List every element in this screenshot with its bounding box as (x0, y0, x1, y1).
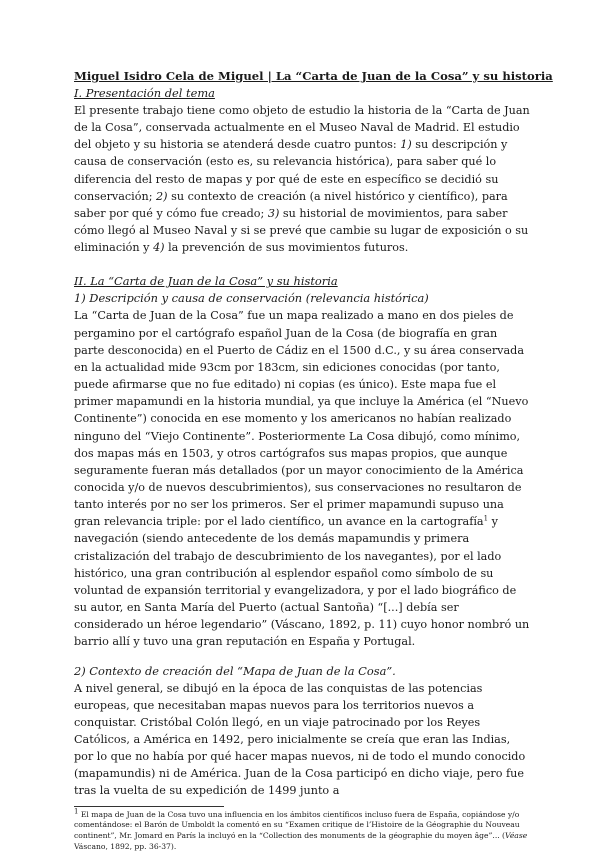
section-heading-presentacion: I. Presentación del tema (74, 86, 215, 100)
footnote: $^1$ El mapa de Juan de la Cosa tuvo una influencia en los ámbitos científicos incluso fuera de España, copiándose y/o comentándose: el Barón de Umboldt la comentó en su “Examen critique de l’Histoire de la Géographie du Nouveau continent”, Mr. Jomard en París la incluyó en la “Collection des monuments de la géographie du moyen âge”... (Véase Váscano, 1892, pp. 36-37). (74, 807, 528, 852)
document-title: Miguel Isidro Cela de Miguel | La “Carta de Juan de la Cosa” y su historia (74, 69, 553, 83)
paragraph-presentacion: El presente trabajo tiene como objeto de estudio la historia de la “Carta de Juan de la Cosa”, conservada actualmente en el Museo Naval de Madrid. El estudio del objeto y su historia se atenderá desde cuatro puntos: 1) su descripción y causa de conservación (esto es, su relevancia histórica), para saber qué lo diferencia del resto de mapas y por qué de este en específico se decidió su conservación; 2) su contexto de creación (a nivel histórico y científico), para saber por qué y cómo fue creado; 3) su historial de movimientos, para saber cómo llegó al Museo Naval y si se prevé que cambie su lugar de exposición o su eliminación y 4) la prevención de sus movimientos futuros. (74, 104, 530, 255)
footnote-divider (74, 806, 224, 807)
subheading-descripcion: 1) Descripción y causa de conservación (relevancia histórica) (74, 291, 429, 306)
section-heading-carta: II. La “Carta de Juan de la Cosa” y su historia (74, 274, 338, 289)
footnote-ref: 1 (483, 514, 489, 523)
document-page (74, 68, 553, 853)
subheading-contexto: 2) Contexto de creación del “Mapa de Juan de la Cosa”. (74, 663, 396, 678)
paragraph-contexto: A nivel general, se dibujó en la época de las conquistas de las potencias europeas, que necesitaban mapas nuevos para los territorios nuevos a conquistar. Cristóbal Colón llegó, en un viaje patrocinado por los Reyes Católicos, a América en 1492, pero inicialmente se creía que eran las Indias, por lo que no había por qué hacer mapas nuevos, ni de todo el mundo conocido (mapamundis) ni de América. Juan de la Cosa participó en dicho viaje, pero fue tras la vuelta de su expedición de 1499 junto a (74, 681, 526, 798)
paragraph-descripcion: La “Carta de Juan de la Cosa” fue un mapa realizado a mano en dos pieles de pergamino por el cartógrafo español Juan de la Cosa (de biografía en gran parte desconocida) en el Puerto de Cádiz en el 1500 d.C., y su área conservada en la actualidad mide 93cm por 183cm, sin ediciones conocidas (por tanto, puede afirmarse que no fue editado) ni copias (es único). Este mapa fue el primer mapamundi en la historia mundial, ya que incluye la América (el “Nuevo Continente”) conocida en ese momento y los americanos no habían realizado ninguno del “Viejo Continente”. Posteriormente La Cosa dibujó, como mínimo, dos mapas más en 1503, y otros cartógrafos sus mapas propios, que aunque seguramente fueran más detallados (por un mayor conocimiento de la América conocida y/o de nuevos descubrimientos), sus conservaciones no resultaron de tanto interés por no ser los primeros. Ser el primer mapamundi supuso una gran relevancia triple: por el lado científico, un avance en la cartografía$^1$ y navegación (siendo antecedente de los demás mapamundis y primera cristalización del trabajo de descubrimiento de los navegantes), por el lado histórico, una gran contribución al esplendor español como símbolo de su voluntad de expansión territorial y evangelizadora, y por el lado biográfico de su autor, en Santa María del Puerto (actual Santoña) “[...] debía ser considerado un héroe legendario” (Váscano, 1892, p. 11) cuyo honor nombró un barrio allí y tuvo una gran reputación en España y Portugal. (74, 309, 530, 649)
